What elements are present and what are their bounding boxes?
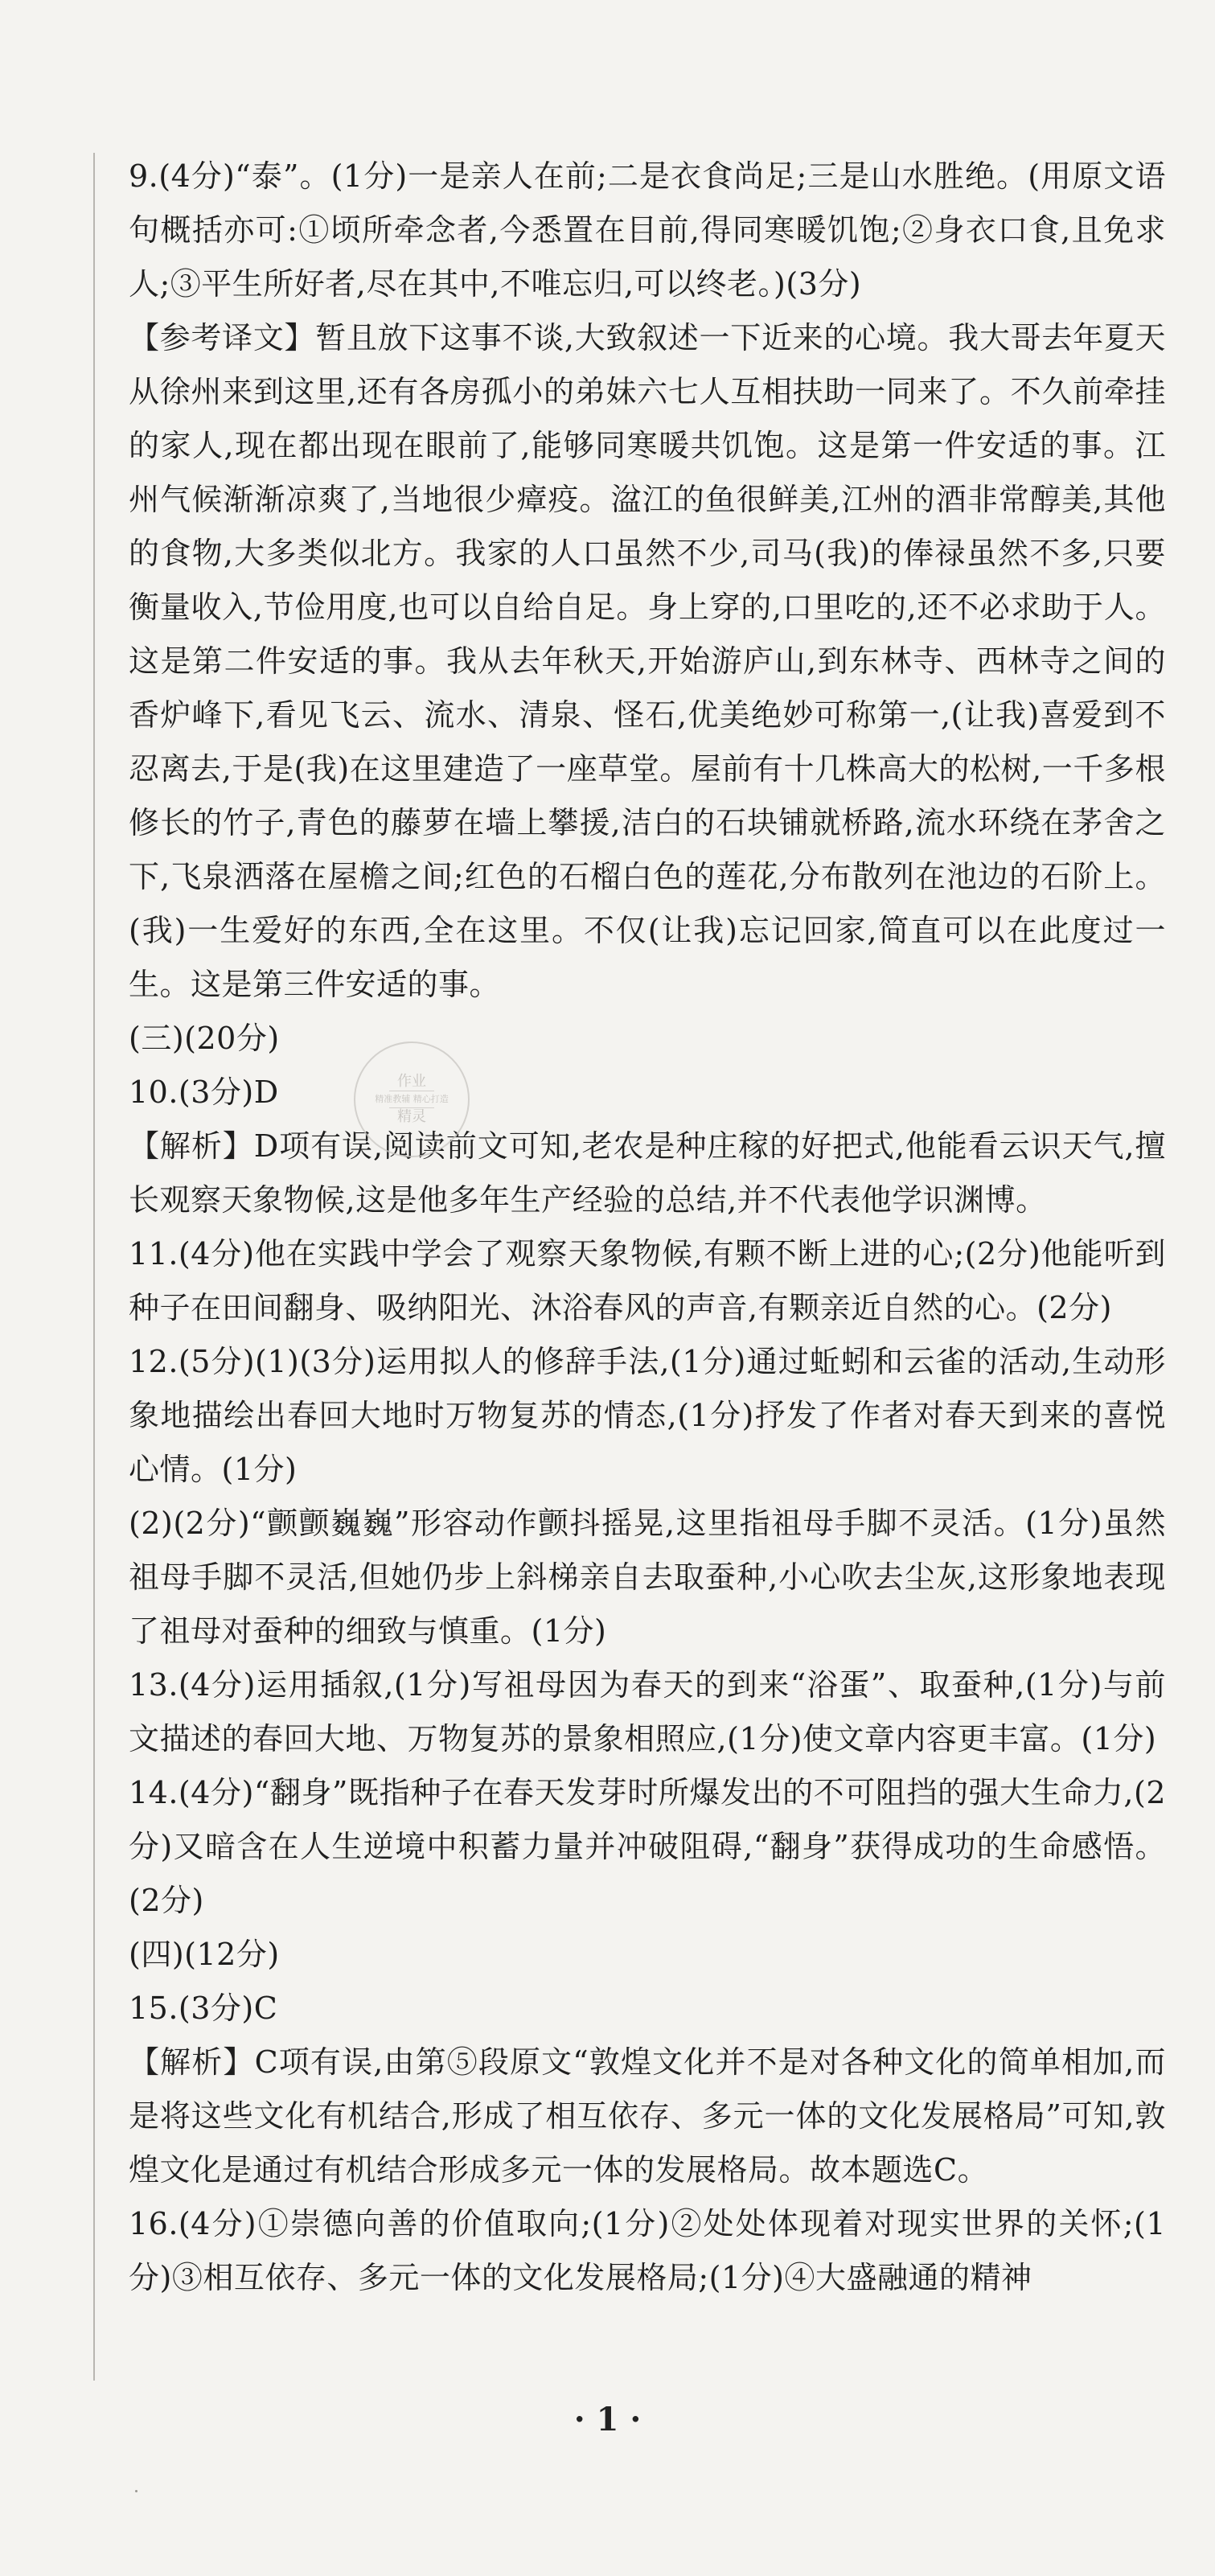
paragraph-q13: 13.(4分)运用插叙,(1分)写祖母因为春天的到来“浴蛋”、取蚕种,(1分)与前文描述的春回大地、万物复苏的景象相照应,(1分)使文章内容更丰富。(1分)	[129, 1667, 1166, 1756]
paragraph-translation: 【参考译文】暂且放下这事不谈,大致叙述一下近来的心境。我大哥去年夏天从徐州来到这里,还有各房孤小的弟妹六七人互相扶助一同来了。不久前牵挂的家人,现在都出现在眼前了,能够同寒暖共饥饱。这是第一件安适的事。江州气候渐渐凉爽了,当地很少瘴疫。湓江的鱼很鲜美,江州的酒非常醇美,其他的食物,大多类似北方。我家的人口虽然不少,司马(我)的俸禄虽然不多,只要衡量收入,节俭用度,也可以自给自足。身上穿的,口里吃的,还不必求助于人。这是第二件安适的事。我从去年秋天,开始游庐山,到东林寺、西林寺之间的香炉峰下,看见飞云、流水、清泉、怪石,优美绝妙可称第一,(让我)喜爱到不忍离去,于是(我)在这里建造了一座草堂。屋前有十几株高大的松树,一千多根修长的竹子,青色的藤萝在墙上攀援,洁白的石块铺就桥路,流水环绕在茅舍之下,飞泉洒落在屋檐之间;红色的石榴白色的莲花,分布散列在池边的石阶上。(我)一生爱好的东西,全在这里。不仅(让我)忘记回家,简直可以在此度过一生。这是第三件安适的事。	[129, 320, 1166, 1002]
stamp-line-3: 精灵	[389, 1107, 434, 1126]
scan-speck	[135, 2490, 138, 2492]
answer-text	[129, 150, 1166, 2305]
left-margin-rule	[93, 153, 95, 2381]
paragraph-q16: 16.(4分)①崇德向善的价值取向;(1分)②处处体现着对现实世界的关怀;(1分)③相互依存、多元一体的文化发展格局;(1分)④大盛融通的精神	[129, 2206, 1166, 2295]
paragraph-q10-analysis: 【解析】D项有误,阅读前文可知,老农是种庄稼的好把式,他能看云识天气,擅长观察天象物候,这是他多年生产经验的总结,并不代表他学识渊博。	[129, 1128, 1166, 1218]
page-number: · 1 ·	[573, 2401, 642, 2438]
watermark-stamp	[354, 1041, 470, 1157]
section-heading-3: (三)(20分)	[129, 1021, 280, 1056]
section-heading-4: (四)(12分)	[129, 1937, 280, 1972]
paragraph-q12-2: (2)(2分)“颤颤巍巍”形容动作颤抖摇晃,这里指祖母手脚不灵活。(1分)虽然祖母手脚不灵活,但她仍步上斜梯亲自去取蚕种,小心吹去尘灰,这形象地表现了祖母对蚕种的细致与慎重。(1分)	[129, 1506, 1166, 1649]
paragraph-q10: 10.(3分)D	[129, 1074, 279, 1110]
stamp-line-2: 精准教辅 精心打造	[375, 1094, 449, 1104]
stamp-line-1: 作业	[389, 1073, 434, 1091]
paragraph-q11: 11.(4分)他在实践中学会了观察天象物候,有颗不断上进的心;(2分)他能听到种子在田间翻身、吸纳阳光、沐浴春风的声音,有颗亲近自然的心。(2分)	[129, 1236, 1166, 1325]
paragraph-q15-analysis: 【解析】C项有误,由第⑤段原文“敦煌文化并不是对各种文化的简单相加,而是将这些文化有机结合,形成了相互依存、多元一体的文化发展格局”可知,敦煌文化是通过有机结合形成多元一体的发展格局。故本题选C。	[129, 2044, 1166, 2188]
paragraph-q15: 15.(3分)C	[129, 1991, 278, 2026]
paragraph-q9: 9.(4分)“泰”。(1分)一是亲人在前;二是衣食尚足;三是山水胜绝。(用原文语句概括亦可:①顷所牵念者,今悉置在目前,得同寒暖饥饱;②身衣口食,且免求人;③平生所好者,尽在其中,不唯忘归,可以终老。)(3分)	[129, 158, 1166, 302]
paragraph-q12-1: 12.(5分)(1)(3分)运用拟人的修辞手法,(1分)通过蚯蚓和云雀的活动,生动形象地描绘出春回大地时万物复苏的情态,(1分)抒发了作者对春天到来的喜悦心情。(1分)	[129, 1344, 1166, 1487]
paragraph-q14: 14.(4分)“翻身”既指种子在春天发芽时所爆发出的不可阻挡的强大生命力,(2分)又暗含在人生逆境中积蓄力量并冲破阻碍,“翻身”获得成功的生命感悟。(2分)	[129, 1775, 1166, 1918]
